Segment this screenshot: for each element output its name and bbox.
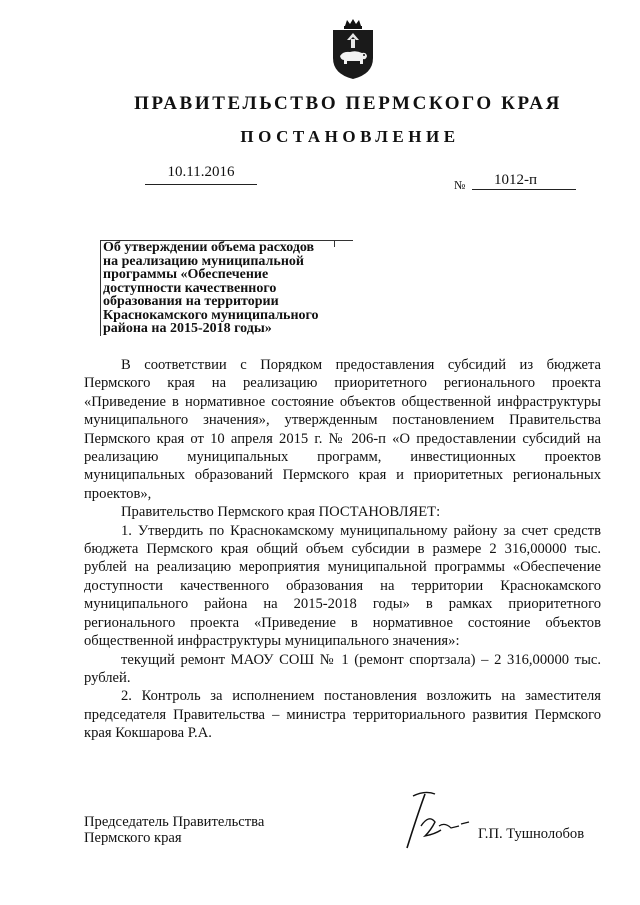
perm-krai-coat-of-arms-icon (329, 18, 377, 80)
subject-line: программы «Обеспечение (103, 267, 269, 282)
subject-line: Об утверждении объема расходов (103, 240, 315, 255)
signatory-title-line: Председатель Правительства (84, 814, 265, 830)
preamble-paragraph: В соответствии с Порядком предоставления субсидий из бюджета Пермского края на реализацию приоритетного регионального проекта «Приведение в нормативное состояние объектов общественной инфраструктуры муниципального значения», утвержденным постановлением Правительства Пермского края от 10 апреля 2015 г. № 206-п «О предоставлении субсидий на реализацию муниципальных программ, инвестиционных проектов муниципальных образований Пермского края и приоритетных региональных проектов», (84, 357, 601, 502)
number-underline (472, 189, 576, 190)
document-type: ПОСТАНОВЛЕНИЕ (240, 127, 460, 146)
subject-line: на реализацию муниципальной (103, 253, 304, 269)
resolution-paragraph: Правительство Пермского края ПОСТАНОВЛЯЕТ: (121, 504, 441, 521)
handwritten-signature (395, 786, 475, 852)
government-title: ПРАВИТЕЛЬСТВО ПЕРМСКОГО КРАЯ (134, 93, 562, 114)
date-underline (145, 184, 257, 185)
repair-item-paragraph: текущий ремонт МАОУ СОШ № 1 (ремонт спортзала) – 2 316,00000 тыс. рублей. (84, 651, 601, 686)
subject-line: доступности качественного (103, 280, 277, 296)
date-field (145, 164, 257, 185)
clause-2-paragraph: 2. Контроль за исполнением постановления возложить на заместителя председателя Правительства – министра территориального развития Пермского края Кокшарова Р.А. (84, 688, 601, 742)
document-date: 10.11.2016 (167, 164, 235, 180)
subject-line: района на 2015-2018 годы» (103, 321, 272, 336)
subject-line: Краснокамского муниципального (103, 307, 319, 323)
document-subject (100, 240, 353, 336)
document-number: 1012-п (494, 172, 538, 188)
signatory-title (84, 814, 264, 846)
signatory-title-line: Пермского края (84, 830, 182, 846)
number-sign: № (454, 178, 466, 192)
clause-1-paragraph: 1. Утвердить по Краснокамскому муниципальному району за счет средств бюджета Пермского края общий объем субсидии в размере 2 316,00000 тыс. рублей на реализацию мероприятия муниципальной программы «Обеспечение доступности качественного образования на территории Краснокамского муниципального района на 2015-2018 годы» в рамках приоритетного регионального проекта «Приведение в нормативное состояние объектов общественной инфраструктуры муниципального значения»: (84, 522, 601, 650)
subject-line: образования на территории (103, 294, 279, 309)
document-body (84, 356, 601, 743)
signatory-name: Г.П. Тушнолобов (478, 826, 585, 842)
subject-corner-mark (326, 240, 335, 247)
